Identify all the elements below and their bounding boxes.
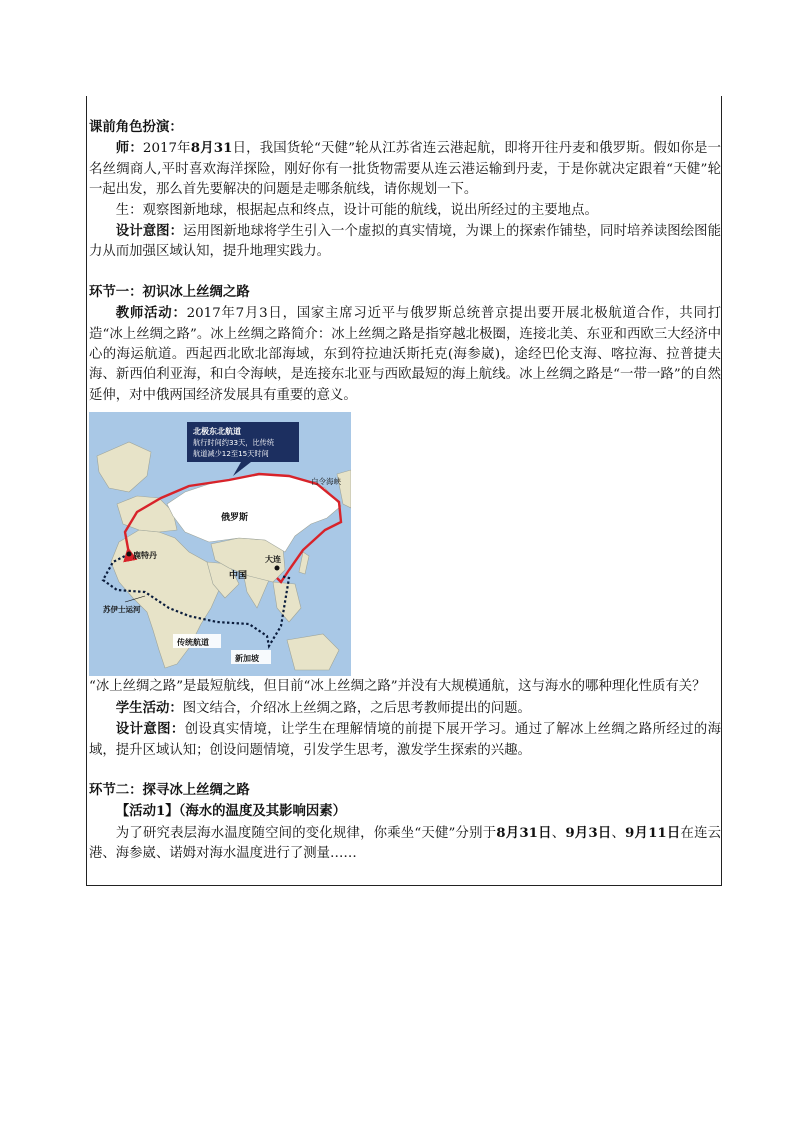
activity-intro-paragraph [89, 823, 721, 865]
callout-line-2: 航道减少12至15天时间 [193, 449, 269, 459]
lesson-content [89, 118, 721, 865]
label-china: 中国 [229, 571, 248, 582]
callout-title: 北极东北航道 [193, 427, 241, 437]
callout-line-1: 航行时间约33天，比传统 [193, 438, 275, 448]
intro-sep-1: 、 [551, 825, 566, 841]
intro-text-a: 为了研究表层海水温度随空间的变化规律，你乘坐“天健”分别于 [115, 825, 497, 841]
teacher-text-b: 日，我国货轮“天健”轮从江苏省连云港起航，即将开往丹麦和俄罗斯。假如你是一名丝绸商人,平时喜欢海洋探险，刚好你有一批货物需要从连云港运输到丹麦，于是你就决定跟着“天健”轮一起出发，那么首先要解决的问题是走哪条航线，请你规划一下。 [89, 141, 722, 198]
teacher-activity-text: 2017年7月3日，国家主席习近平与俄罗斯总统普京提出要开展北极航道合作，共同打造“冰上丝绸之路”。冰上丝绸之路简介：冰上丝绸之路是指穿越北极圈，连接北美、东亚和西欧三大经济中心的海运航道。西起西北欧北部海域，东到符拉迪沃斯托克(海参崴)，途经巴伦支海、喀拉海、拉普捷夫海、新西伯利亚海，和白令海峡，是连接东北亚与西欧最短的海上航线。冰上丝绸之路是“一带一路”的自然延伸，对中俄两国经济发展具有重要的意义。 [89, 306, 721, 403]
label-russia: 俄罗斯 [221, 513, 249, 524]
label-dalian: 大连 [265, 555, 281, 565]
teacher-activity-paragraph [89, 303, 721, 406]
label-singapore: 新加坡 [235, 654, 259, 664]
design-label: 设计意图： [115, 223, 184, 240]
student-activity-label: 学生活动： [115, 699, 183, 716]
teacher-paragraph [89, 138, 721, 200]
label-traditional-route: 传统航道 [177, 638, 209, 648]
activity-1-title [89, 801, 721, 822]
dalian-dot [275, 566, 280, 571]
activity-label: 【活动1】 [115, 803, 179, 820]
design-intent-paragraph [89, 719, 721, 761]
design-paragraph [89, 221, 721, 263]
arctic-route-map [89, 412, 351, 676]
pre-class-heading: 课前角色扮演： [89, 120, 183, 135]
teacher-date: 8月31 [190, 140, 233, 157]
student-activity-text: 图文结合，介绍冰上丝绸之路，之后思考教师提出的问题。 [182, 700, 531, 716]
intro-date-1: 8月31日 [496, 824, 552, 841]
section-1-heading: 环节一：初识冰上丝绸之路 [89, 284, 250, 300]
intro-sep-2: 、 [611, 825, 626, 841]
teacher-activity-label: 教师活动： [115, 305, 187, 322]
intro-date-3: 9月11日 [625, 824, 681, 841]
intro-text-b: 在连云港、海参崴、诺姆对海水温度进行了测量…… [89, 825, 722, 862]
label-bering-strait: 白令海峡 [311, 477, 341, 487]
design-text: 运用图新地球将学生引入一个虚拟的真实情境，为课上的探索作铺垫，同时培养读图绘图能力从而加强区域认知，提升地理实践力。 [89, 224, 722, 260]
teacher-label: 师： [115, 140, 143, 157]
design-intent-text: 创设真实情境，让学生在理解情境的前提下展开学习。通过了解冰上丝绸之路所经过的海域，提升区域认知；创设问题情境，引发学生思考，激发学生探索的兴趣。 [89, 722, 722, 758]
label-rotterdam: 鹿特丹 [133, 551, 157, 561]
rotterdam-dot [127, 552, 132, 557]
student-activity-paragraph [89, 698, 721, 719]
student-paragraph: 生：观察图新地球，根据起点和终点，设计可能的航线，说出所经过的主要地点。 [115, 202, 598, 218]
intro-date-2: 9月3日 [565, 824, 612, 841]
activity-title: （海水的温度及其影响因素） [178, 803, 347, 820]
label-suez: 苏伊士运河 [103, 605, 141, 615]
design-intent-label: 设计意图： [115, 721, 185, 738]
section-2-heading: 环节二：探寻冰上丝绸之路 [89, 782, 250, 798]
question-paragraph: “冰上丝绸之路”是最短航线，但目前“冰上丝绸之路”并没有大规模通航，这与海水的哪种理化性质有关？ [89, 679, 706, 695]
teacher-text-a: 2017年 [142, 141, 191, 157]
